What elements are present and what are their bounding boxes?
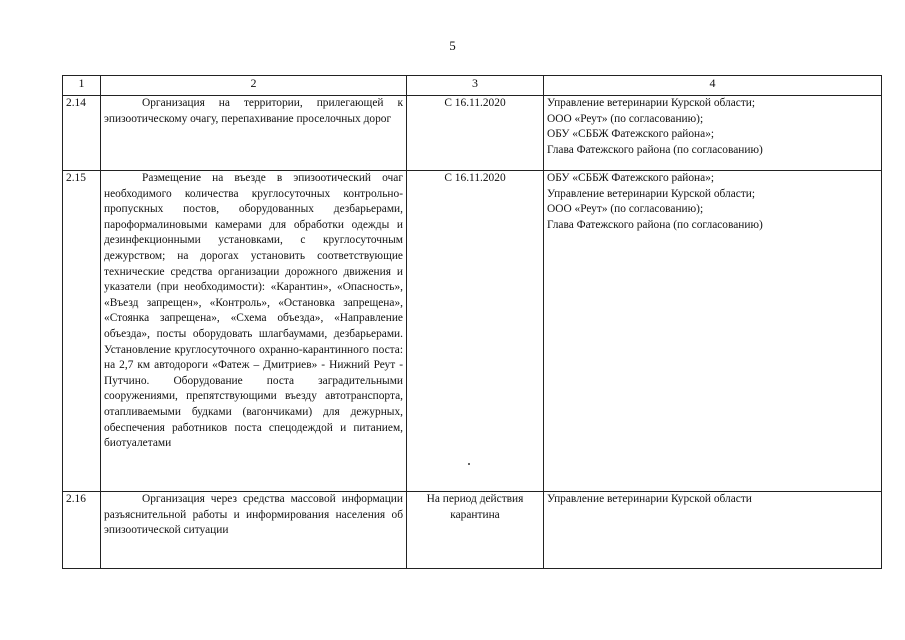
table-row	[63, 171, 882, 492]
measure-description	[101, 171, 407, 492]
responsible-item: Управление ветеринарии Курской области;	[547, 187, 756, 200]
responsible-item: Глава Фатежского района (по согласованию)	[547, 218, 763, 231]
table-header-row	[63, 76, 882, 96]
measure-term: На период действия карантина	[407, 492, 544, 569]
responsible-list	[544, 96, 882, 171]
column-header-4: 4	[544, 76, 882, 96]
scan-speck-area	[410, 187, 540, 469]
table-row	[63, 96, 882, 171]
page-number: 5	[449, 38, 456, 53]
measures-table	[62, 75, 882, 569]
responsible-item: Глава Фатежского района (по согласованию)	[547, 143, 763, 156]
row-number: 2.15	[63, 171, 101, 492]
scan-speck	[468, 463, 470, 465]
measure-description-text: Размещение на въезде в эпизоотический очаг необходимого количества круглосуточных контрольно-пропускных постов, оборудованных дезбарьерами, пароформалиновыми камерами для обработки одежды и дезинфекционными установками, с круглосуточным дежурством; на дорогах установить соответствующие технические средства организации дорожного движения и указатели (при необходимости): «Карантин», «Опасность», «Въезд запрещен», «Контроль», «Остановка запрещена», «Стоянка запрещена», «Схема объезда», «Направление объезда», посты оборудовать шлагбаумами, дезбарьерами. Установление круглосуточного охранно-карантинного поста: на 2,7 км автодороги «Фатеж – Дмитриев» - Нижний Реут - Путчино. Оборудование поста заградительными сооружениями, препятствующими въезду автотранспорта, отапливаемыми будками (вагончиками) для дежурных, обеспечения работников поста спецодеждой и питанием, биотуалетами	[104, 172, 403, 450]
measure-term-text: С 16.11.2020	[444, 172, 506, 184]
responsible-item: ООО «Реут» (по согласованию);	[547, 203, 704, 216]
measure-description	[101, 96, 407, 171]
measure-description-text: Организация через средства массовой информации разъяснительной работы и информирования населения об эпизоотической ситуации	[104, 493, 403, 537]
column-header-1: 1	[63, 76, 101, 96]
row-number: 2.14	[63, 96, 101, 171]
responsible-item: ОБУ «СББЖ Фатежского района»;	[547, 128, 715, 141]
measure-description	[101, 492, 407, 569]
column-header-3: 3	[407, 76, 544, 96]
measure-description-text: Организация на территории, прилегающей к эпизоотическому очагу, перепахивание проселочных дорог	[104, 97, 403, 125]
responsible-item: ОБУ «СББЖ Фатежского района»;	[547, 172, 715, 184]
responsible-item: ООО «Реут» (по согласованию);	[547, 112, 704, 125]
measure-term	[407, 171, 544, 492]
responsible-list	[544, 492, 882, 569]
responsible-item: Управление ветеринарии Курской области;	[547, 97, 756, 109]
row-number: 2.16	[63, 492, 101, 569]
responsible-item: Управление ветеринарии Курской области	[547, 493, 752, 505]
responsible-list	[544, 171, 882, 492]
measure-term: С 16.11.2020	[407, 96, 544, 171]
table-row	[63, 492, 882, 569]
column-header-2: 2	[101, 76, 407, 96]
